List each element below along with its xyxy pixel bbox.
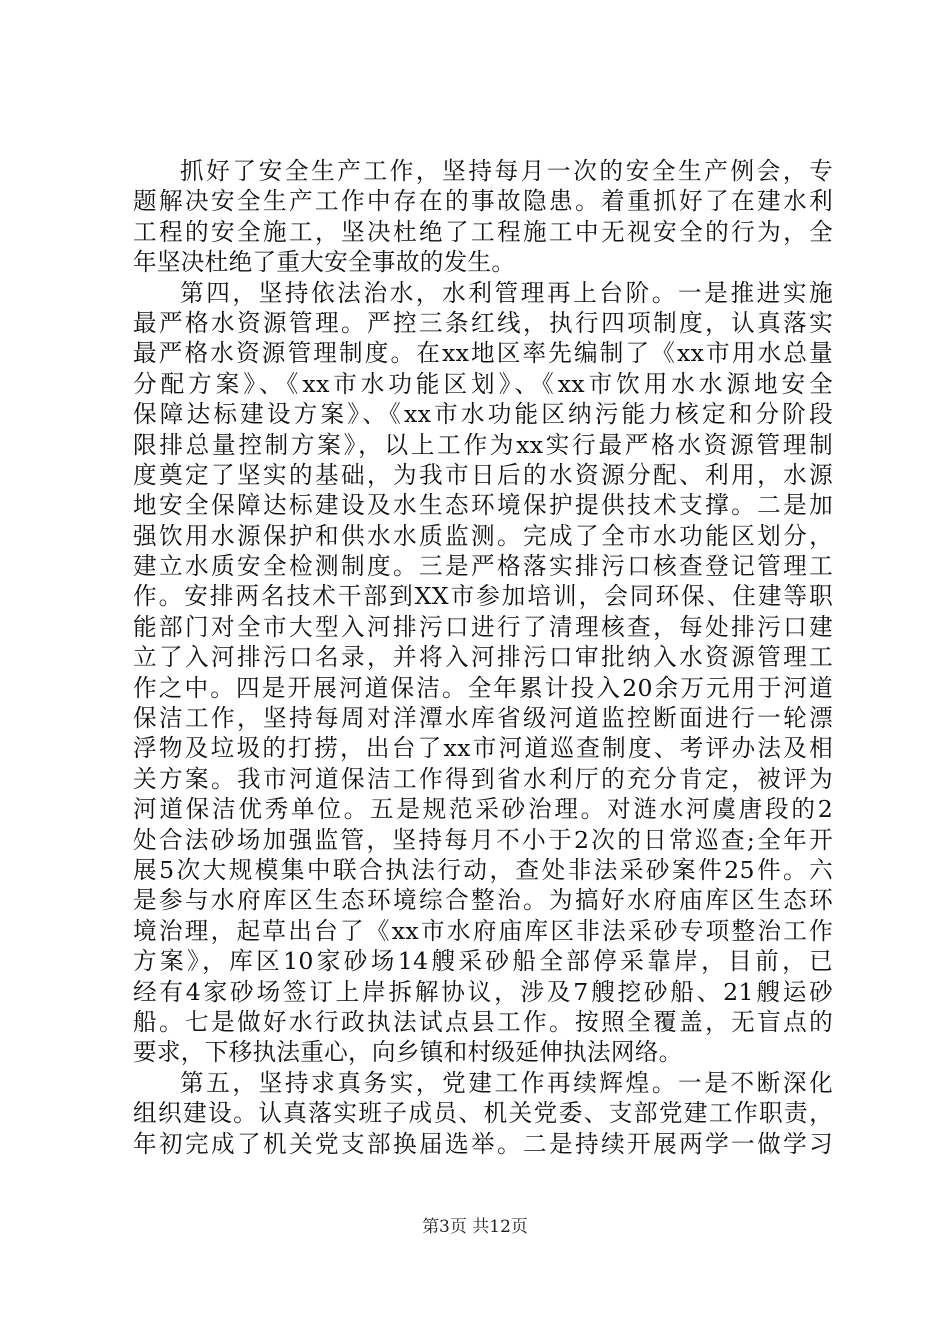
text-line: 要求，下移执法重心，向乡镇和村级延伸执法网络。 <box>133 1038 683 1067</box>
text-line: 最严格水资源管理。严控三条红线，执行四项制度，认真落实 <box>133 308 833 337</box>
text-line: 地安全保障达标建设及水生态环境保护提供技术支撑。二是加 <box>133 491 833 520</box>
text-line: 作之中。四是开展河道保洁。全年累计投入20余万元用于河道 <box>133 673 833 702</box>
text-line: 能部门对全市大型入河排污口进行了清理核查，每处排污口建 <box>133 612 833 641</box>
text-line: 抓好了安全生产工作，坚持每月一次的安全生产例会，专 <box>180 157 833 185</box>
text-line: 题解决安全生产工作中存在的事故隐患。着重抓好了在建水利 <box>133 187 833 216</box>
text-line: 船。七是做好水行政执法试点县工作。按照全覆盖，无盲点的 <box>133 1007 833 1036</box>
text-line: 展5次大规模集中联合执法行动，查处非法采砂案件25件。六 <box>133 855 833 884</box>
text-line: 分配方案》、《xx市水功能区划》、《xx市饮用水水源地安全 <box>133 369 833 398</box>
text-line: 第五，坚持求真务实，党建工作再续辉煌。一是不断深化 <box>180 1068 833 1097</box>
text-line: 保洁工作，坚持每周对洋潭水库省级河道监控断面进行一轮漂 <box>133 704 833 733</box>
text-line: 立了入河排污口名录，并将入河排污口审批纳入水资源管理工 <box>133 643 833 672</box>
text-line: 最严格水资源管理制度。在xx地区率先编制了《xx市用水总量 <box>133 339 833 368</box>
text-line: 关方案。我市河道保洁工作得到省水利厅的充分肯定，被评为 <box>133 764 833 793</box>
text-line: 限排总量控制方案》，以上工作为xx实行最严格水资源管理制 <box>133 430 833 459</box>
text-line: 年坚决杜绝了重大安全事故的发生。 <box>133 248 516 277</box>
text-line: 境治理，起草出台了《xx市水府庙库区非法采砂专项整治工作 <box>133 916 833 945</box>
text-line: 第四，坚持依法治水，水利管理再上台阶。一是推进实施 <box>180 278 833 307</box>
text-line: 工程的安全施工，坚决杜绝了工程施工中无视安全的行为，全 <box>133 217 833 246</box>
text-line: 强饮用水源保护和供水水质监测。完成了全市水功能区划分， <box>133 521 833 550</box>
page-number-footer: 第3页 共12页 <box>422 1217 528 1237</box>
text-line: 度奠定了坚实的基础，为我市日后的水资源分配、利用，水源 <box>133 460 833 489</box>
text-line: 年初完成了机关党支部换届选举。二是持续开展两学一做学习 <box>133 1129 833 1158</box>
text-line: 河道保洁优秀单位。五是规范采砂治理。对涟水河虞唐段的2 <box>133 795 833 824</box>
text-line: 方案》，库区10家砂场14艘采砂船全部停采靠岸，目前，已 <box>133 947 833 976</box>
text-line: 作。安排两名技术干部到XX市参加培训，会同环保、住建等职 <box>133 582 833 611</box>
text-line: 经有4家砂场签订上岸拆解协议，涉及7艘挖砂船、21艘运砂 <box>133 977 833 1006</box>
text-line: 保障达标建设方案》、《xx市水功能区纳污能力核定和分阶段 <box>133 400 833 429</box>
document-body <box>133 156 833 1159</box>
text-line: 处合法砂场加强监管，坚持每月不小于2次的日常巡查;全年开 <box>133 825 833 854</box>
text-line: 建立水质安全检测制度。三是严格落实排污口核查登记管理工 <box>133 552 833 581</box>
text-line: 浮物及垃圾的打捞，出台了xx市河道巡查制度、考评办法及相 <box>133 734 833 763</box>
text-line: 组织建设。认真落实班子成员、机关党委、支部党建工作职责， <box>133 1099 833 1128</box>
text-line: 是参与水府库区生态环境综合整治。为搞好水府庙库区生态环 <box>133 886 833 915</box>
